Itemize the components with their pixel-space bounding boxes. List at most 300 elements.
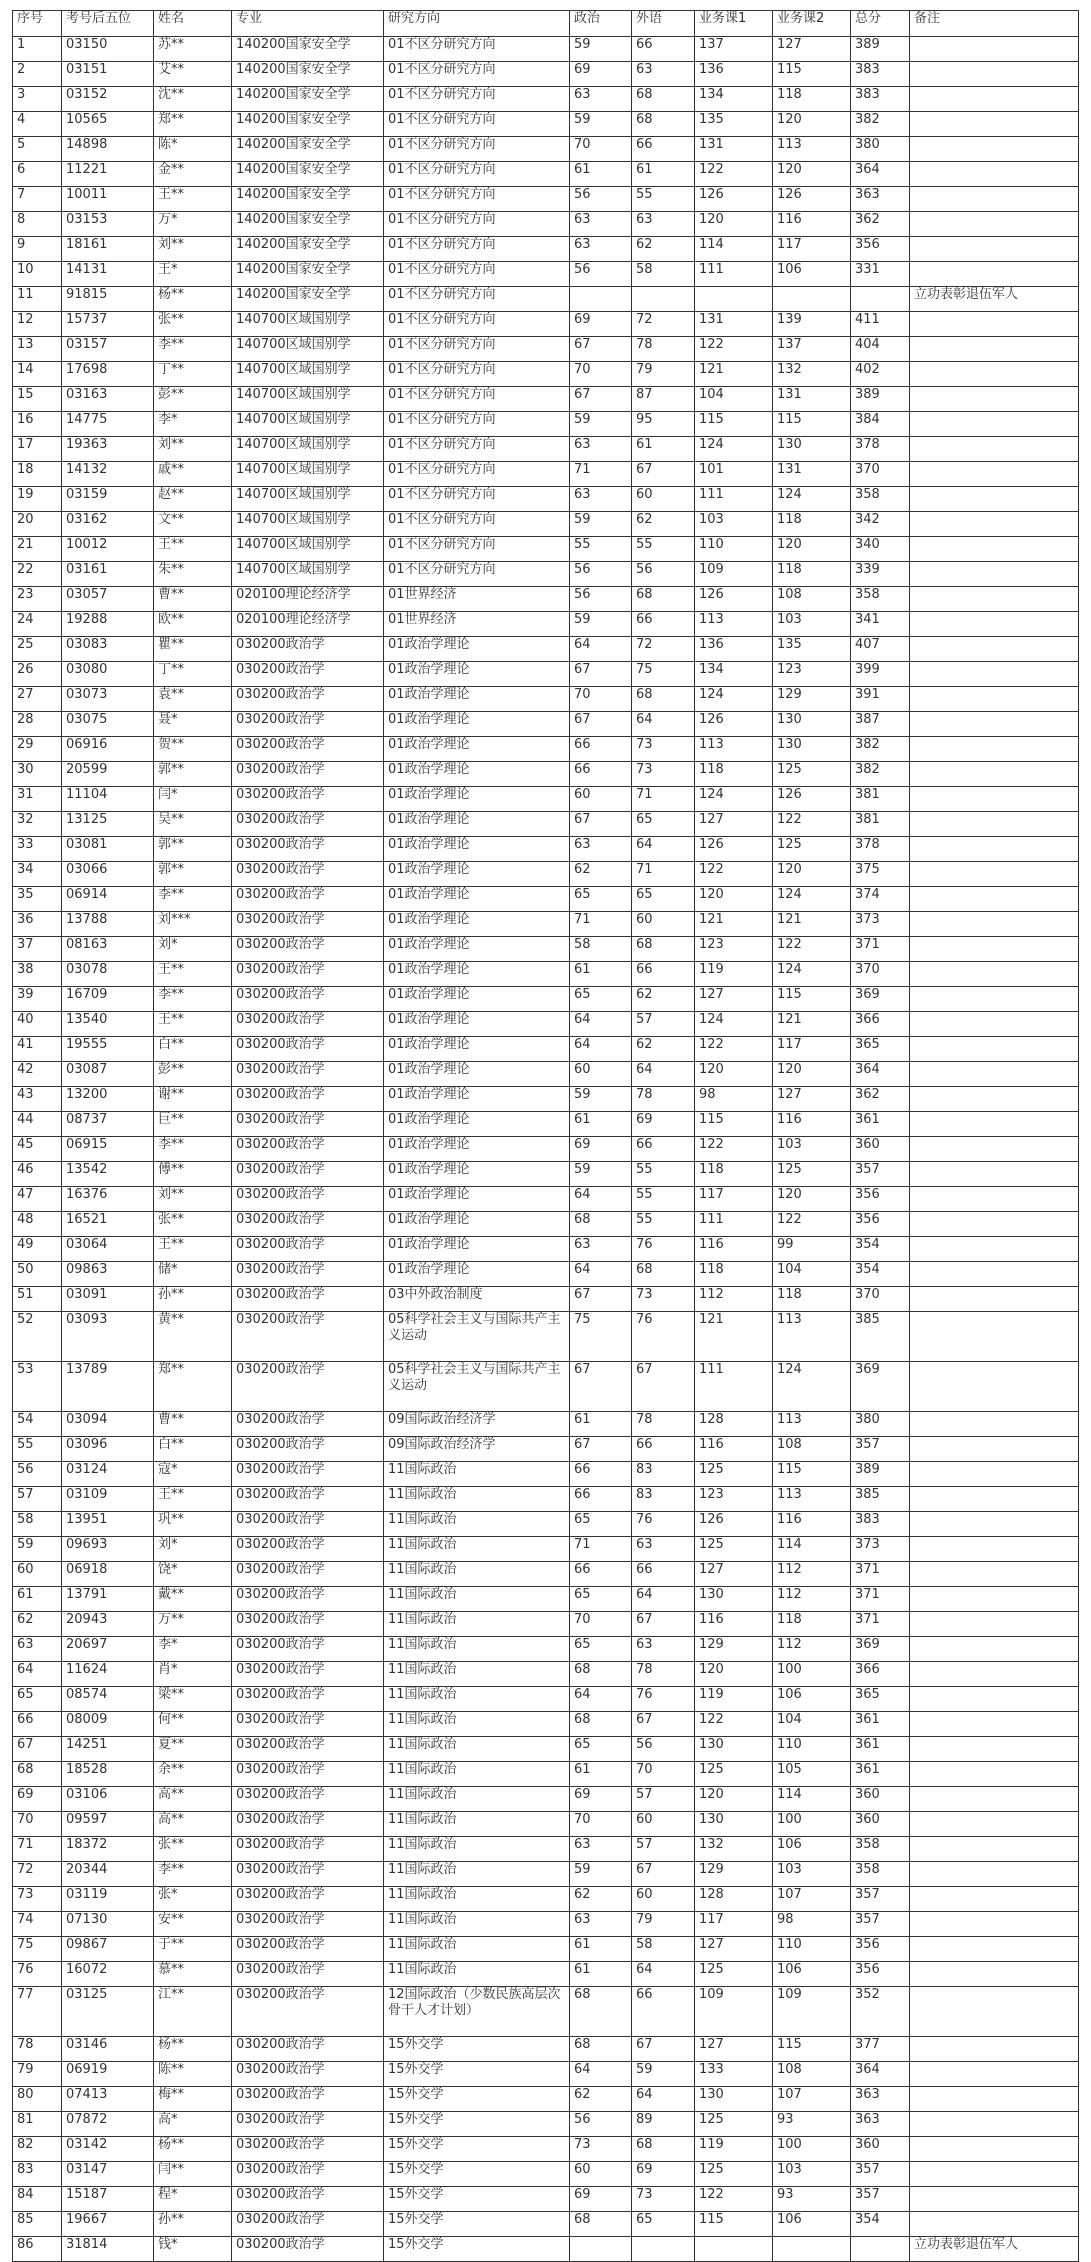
cell-major: 140200国家安全学 [232,287,384,312]
table-row [13,512,1079,537]
cell-major: 030200政治学 [232,1612,384,1637]
cell-foreign-language: 60 [632,1887,695,1912]
table-row [13,1712,1079,1737]
cell-remarks: 立功表彰退伍军人 [910,287,1079,312]
cell-major: 030200政治学 [232,1937,384,1962]
cell-foreign-language: 72 [632,312,695,337]
cell-name: 巨** [154,1112,232,1137]
cell-foreign-language: 60 [632,912,695,937]
cell-subject-2: 113 [773,1487,851,1512]
cell-index: 11 [13,287,62,312]
cell-index: 83 [13,2162,62,2187]
cell-subject-1: 103 [695,512,773,537]
cell-subject-1: 113 [695,737,773,762]
cell-foreign-language: 55 [632,1212,695,1237]
cell-index: 68 [13,1762,62,1787]
cell-subject-2: 106 [773,2212,851,2237]
cell-politics: 63 [570,1237,632,1262]
table-row [13,1562,1079,1587]
cell-total: 375 [851,862,910,887]
cell-research-direction: 11国际政治 [384,1937,570,1962]
cell-subject-2: 139 [773,312,851,337]
cell-remarks [910,837,1079,862]
cell-politics: 62 [570,2087,632,2112]
cell-exam-id: 13788 [62,912,154,937]
cell-politics: 70 [570,687,632,712]
table-row [13,1687,1079,1712]
cell-major: 030200政治学 [232,1737,384,1762]
cell-total: 339 [851,562,910,587]
cell-subject-1: 135 [695,112,773,137]
cell-subject-1: 127 [695,812,773,837]
cell-remarks [910,1612,1079,1637]
cell-remarks [910,1637,1079,1662]
cell-foreign-language: 66 [632,37,695,62]
cell-subject-1: 98 [695,1087,773,1112]
cell-subject-2 [773,2237,851,2262]
cell-politics: 73 [570,2137,632,2162]
cell-index: 65 [13,1687,62,1712]
cell-total: 373 [851,1537,910,1562]
cell-exam-id: 14775 [62,412,154,437]
cell-total: 354 [851,1262,910,1287]
cell-exam-id: 13789 [62,1362,154,1412]
cell-foreign-language: 83 [632,1487,695,1512]
cell-major: 030200政治学 [232,1912,384,1937]
cell-major: 030200政治学 [232,1587,384,1612]
cell-subject-2: 120 [773,1187,851,1212]
table-row [13,937,1079,962]
cell-foreign-language: 64 [632,1962,695,1987]
cell-subject-2: 126 [773,787,851,812]
cell-subject-2: 113 [773,1412,851,1437]
cell-index: 35 [13,887,62,912]
cell-foreign-language: 67 [632,1712,695,1737]
cell-subject-1: 115 [695,412,773,437]
table-row [13,1537,1079,1562]
cell-subject-2: 122 [773,937,851,962]
cell-foreign-language: 64 [632,1062,695,1087]
cell-major: 030200政治学 [232,1062,384,1087]
cell-major: 030200政治学 [232,1637,384,1662]
cell-name: 戴** [154,1587,232,1612]
cell-total: 380 [851,137,910,162]
cell-exam-id: 03142 [62,2137,154,2162]
cell-subject-1: 113 [695,612,773,637]
cell-subject-2: 105 [773,1762,851,1787]
cell-research-direction: 01世界经济 [384,587,570,612]
cell-index: 12 [13,312,62,337]
cell-exam-id: 14132 [62,462,154,487]
cell-politics: 62 [570,1887,632,1912]
cell-name: 丁** [154,362,232,387]
cell-research-direction: 01不区分研究方向 [384,437,570,462]
cell-subject-2: 116 [773,1112,851,1137]
cell-politics: 61 [570,162,632,187]
cell-exam-id: 20344 [62,1862,154,1887]
cell-subject-1: 125 [695,2162,773,2187]
cell-total: 366 [851,1662,910,1687]
cell-subject-1: 136 [695,637,773,662]
cell-name: 吴** [154,812,232,837]
cell-subject-1: 111 [695,1362,773,1412]
cell-remarks [910,1012,1079,1037]
cell-research-direction: 11国际政治 [384,1637,570,1662]
cell-remarks [910,1737,1079,1762]
cell-remarks [910,737,1079,762]
cell-total: 370 [851,462,910,487]
cell-exam-id: 18528 [62,1762,154,1787]
cell-research-direction: 01政治学理论 [384,737,570,762]
cell-index: 53 [13,1362,62,1412]
cell-research-direction: 01政治学理论 [384,637,570,662]
cell-subject-2: 125 [773,837,851,862]
cell-name: 储* [154,1262,232,1287]
cell-politics: 63 [570,212,632,237]
cell-subject-2: 109 [773,1987,851,2037]
cell-politics: 66 [570,1462,632,1487]
cell-politics: 59 [570,1862,632,1887]
cell-exam-id: 14251 [62,1737,154,1762]
cell-major: 030200政治学 [232,712,384,737]
cell-subject-2: 93 [773,2187,851,2212]
cell-politics: 55 [570,537,632,562]
cell-name: 何** [154,1712,232,1737]
cell-research-direction: 01不区分研究方向 [384,387,570,412]
table-row [13,912,1079,937]
cell-exam-id: 14898 [62,137,154,162]
cell-total: 362 [851,1087,910,1112]
cell-name: 于** [154,1937,232,1962]
cell-index: 77 [13,1987,62,2037]
cell-exam-id: 03147 [62,2162,154,2187]
cell-subject-2: 98 [773,1912,851,1937]
cell-subject-2: 114 [773,1537,851,1562]
cell-politics: 63 [570,1912,632,1937]
cell-subject-2: 100 [773,1812,851,1837]
cell-total: 384 [851,412,910,437]
cell-remarks [910,2187,1079,2212]
cell-exam-id: 03157 [62,337,154,362]
cell-name: 梅** [154,2087,232,2112]
cell-index: 60 [13,1562,62,1587]
cell-subject-1: 130 [695,1737,773,1762]
cell-subject-1: 122 [695,2187,773,2212]
table-row [13,787,1079,812]
cell-research-direction: 15外交学 [384,2037,570,2062]
cell-major: 030200政治学 [232,1287,384,1312]
cell-major: 030200政治学 [232,887,384,912]
cell-foreign-language: 73 [632,762,695,787]
cell-subject-2: 130 [773,437,851,462]
cell-subject-1: 120 [695,1787,773,1812]
cell-subject-1: 136 [695,62,773,87]
cell-name: 赵** [154,487,232,512]
cell-politics: 63 [570,87,632,112]
cell-subject-2: 107 [773,2087,851,2112]
cell-total: 378 [851,437,910,462]
cell-name: 王** [154,1487,232,1512]
cell-subject-1: 125 [695,1462,773,1487]
cell-name: 艾** [154,62,232,87]
cell-remarks [910,1912,1079,1937]
cell-politics: 65 [570,1512,632,1537]
cell-foreign-language: 68 [632,937,695,962]
cell-research-direction: 15外交学 [384,2062,570,2087]
cell-exam-id: 03161 [62,562,154,587]
cell-name: 郭** [154,862,232,887]
cell-total: 391 [851,687,910,712]
cell-subject-1: 119 [695,962,773,987]
cell-subject-2: 100 [773,2137,851,2162]
cell-politics: 60 [570,2162,632,2187]
table-row [13,837,1079,862]
cell-index: 66 [13,1712,62,1737]
table-row [13,62,1079,87]
table-row [13,2087,1079,2112]
cell-exam-id: 03096 [62,1437,154,1462]
cell-major: 140200国家安全学 [232,87,384,112]
cell-subject-1: 120 [695,212,773,237]
cell-exam-id: 06914 [62,887,154,912]
cell-total: 363 [851,187,910,212]
cell-foreign-language: 78 [632,1412,695,1437]
cell-subject-1: 122 [695,1712,773,1737]
cell-remarks [910,662,1079,687]
cell-research-direction: 01政治学理论 [384,1087,570,1112]
cell-name: 孙** [154,2212,232,2237]
cell-remarks [910,1162,1079,1187]
cell-index: 13 [13,337,62,362]
cell-subject-1: 124 [695,787,773,812]
cell-name: 余** [154,1762,232,1787]
cell-foreign-language: 55 [632,537,695,562]
cell-exam-id: 11221 [62,162,154,187]
cell-name: 李* [154,412,232,437]
cell-major: 140200国家安全学 [232,112,384,137]
cell-remarks [910,1812,1079,1837]
cell-exam-id: 20697 [62,1637,154,1662]
cell-total: 360 [851,1812,910,1837]
cell-subject-1: 122 [695,337,773,362]
cell-index: 48 [13,1212,62,1237]
cell-remarks [910,1887,1079,1912]
cell-name: 王** [154,1012,232,1037]
cell-name: 孙** [154,1287,232,1312]
cell-research-direction: 01政治学理论 [384,1112,570,1137]
cell-subject-1: 130 [695,1587,773,1612]
cell-subject-2: 123 [773,662,851,687]
cell-index: 50 [13,1262,62,1287]
cell-politics: 75 [570,1312,632,1362]
cell-foreign-language: 66 [632,1562,695,1587]
cell-total: 356 [851,1937,910,1962]
cell-major: 030200政治学 [232,1837,384,1862]
cell-subject-1: 127 [695,1937,773,1962]
table-row [13,612,1079,637]
cell-major: 140200国家安全学 [232,212,384,237]
cell-subject-1: 111 [695,487,773,512]
cell-exam-id: 08574 [62,1687,154,1712]
cell-research-direction: 01不区分研究方向 [384,237,570,262]
cell-exam-id: 09597 [62,1812,154,1837]
cell-total: 354 [851,2212,910,2237]
cell-subject-1: 120 [695,1662,773,1687]
cell-subject-1: 125 [695,1762,773,1787]
cell-index: 75 [13,1937,62,1962]
table-row [13,1737,1079,1762]
cell-total: 354 [851,1237,910,1262]
cell-subject-2: 120 [773,537,851,562]
cell-research-direction: 01不区分研究方向 [384,287,570,312]
cell-total: 356 [851,237,910,262]
cell-major: 030200政治学 [232,2087,384,2112]
cell-politics: 65 [570,1587,632,1612]
cell-exam-id: 03091 [62,1287,154,1312]
cell-major: 030200政治学 [232,1762,384,1787]
cell-research-direction: 01政治学理论 [384,862,570,887]
cell-politics: 61 [570,1412,632,1437]
cell-foreign-language: 76 [632,1512,695,1537]
cell-total: 356 [851,1962,910,1987]
cell-total: 411 [851,312,910,337]
cell-remarks [910,1237,1079,1262]
cell-subject-2: 107 [773,1887,851,1912]
cell-politics: 66 [570,1487,632,1512]
cell-foreign-language: 55 [632,1162,695,1187]
cell-index: 29 [13,737,62,762]
cell-research-direction: 11国际政治 [384,1462,570,1487]
cell-index: 54 [13,1412,62,1437]
cell-subject-2: 118 [773,1287,851,1312]
cell-remarks [910,1662,1079,1687]
cell-major: 140200国家安全学 [232,187,384,212]
cell-index: 32 [13,812,62,837]
cell-subject-2: 127 [773,1087,851,1112]
table-body [13,37,1079,2262]
cell-subject-2: 113 [773,1312,851,1362]
cell-research-direction: 15外交学 [384,2212,570,2237]
cell-subject-1: 122 [695,1037,773,1062]
cell-major: 030200政治学 [232,737,384,762]
cell-total: 380 [851,1412,910,1437]
table-row [13,337,1079,362]
cell-subject-2: 115 [773,62,851,87]
cell-research-direction: 01不区分研究方向 [384,212,570,237]
cell-subject-1: 120 [695,1062,773,1087]
cell-exam-id: 16709 [62,987,154,1012]
table-row [13,1512,1079,1537]
cell-foreign-language: 79 [632,362,695,387]
cell-major: 140700区域国别学 [232,362,384,387]
cell-foreign-language: 68 [632,1262,695,1287]
cell-exam-id: 09863 [62,1262,154,1287]
cell-subject-1: 112 [695,1287,773,1312]
table-row [13,1362,1079,1412]
cell-name: 傅** [154,1162,232,1187]
table-row [13,1312,1079,1362]
cell-politics: 66 [570,737,632,762]
cell-major: 030200政治学 [232,812,384,837]
cell-politics: 64 [570,637,632,662]
cell-index: 18 [13,462,62,487]
cell-index: 6 [13,162,62,187]
cell-remarks [910,1187,1079,1212]
cell-politics: 56 [570,262,632,287]
cell-name: 郭** [154,762,232,787]
cell-politics: 70 [570,137,632,162]
cell-subject-1: 124 [695,1012,773,1037]
cell-index: 36 [13,912,62,937]
cell-subject-1: 131 [695,137,773,162]
cell-major: 030200政治学 [232,1712,384,1737]
cell-name: 高** [154,1812,232,1837]
cell-subject-2: 104 [773,1262,851,1287]
cell-politics: 58 [570,937,632,962]
cell-subject-1: 126 [695,1512,773,1537]
table-row [13,1412,1079,1437]
cell-name: 贺** [154,737,232,762]
cell-exam-id: 09693 [62,1537,154,1562]
cell-foreign-language: 57 [632,1012,695,1037]
cell-exam-id: 03066 [62,862,154,887]
cell-subject-1: 131 [695,312,773,337]
cell-exam-id: 14131 [62,262,154,287]
cell-foreign-language: 76 [632,1687,695,1712]
cell-foreign-language: 57 [632,1787,695,1812]
cell-subject-2: 106 [773,1837,851,1862]
cell-foreign-language: 75 [632,662,695,687]
cell-total: 360 [851,2137,910,2162]
cell-subject-2: 108 [773,587,851,612]
cell-foreign-language: 68 [632,112,695,137]
cell-name: 郑** [154,112,232,137]
cell-research-direction: 11国际政治 [384,1687,570,1712]
cell-index: 3 [13,87,62,112]
cell-major: 030200政治学 [232,662,384,687]
cell-subject-1: 130 [695,2087,773,2112]
cell-total: 387 [851,712,910,737]
cell-name: 李** [154,337,232,362]
cell-research-direction: 09国际政治经济学 [384,1437,570,1462]
cell-total: 378 [851,837,910,862]
cell-major: 020100理论经济学 [232,587,384,612]
table-row [13,2137,1079,2162]
cell-index: 30 [13,762,62,787]
cell-major: 140700区域国别学 [232,462,384,487]
cell-total: 385 [851,1487,910,1512]
table-row [13,237,1079,262]
cell-politics: 69 [570,2187,632,2212]
cell-name: 安** [154,1912,232,1937]
cell-foreign-language: 68 [632,687,695,712]
cell-index: 22 [13,562,62,587]
cell-index: 57 [13,1487,62,1512]
cell-remarks [910,2137,1079,2162]
cell-remarks [910,1762,1079,1787]
cell-politics: 68 [570,2037,632,2062]
cell-subject-2: 127 [773,37,851,62]
cell-politics: 70 [570,1612,632,1637]
table-row [13,312,1079,337]
table-row [13,1237,1079,1262]
cell-subject-2: 106 [773,1962,851,1987]
cell-subject-2: 114 [773,1787,851,1812]
table-row [13,437,1079,462]
cell-total: 371 [851,1587,910,1612]
cell-remarks [910,337,1079,362]
cell-total: 369 [851,987,910,1012]
